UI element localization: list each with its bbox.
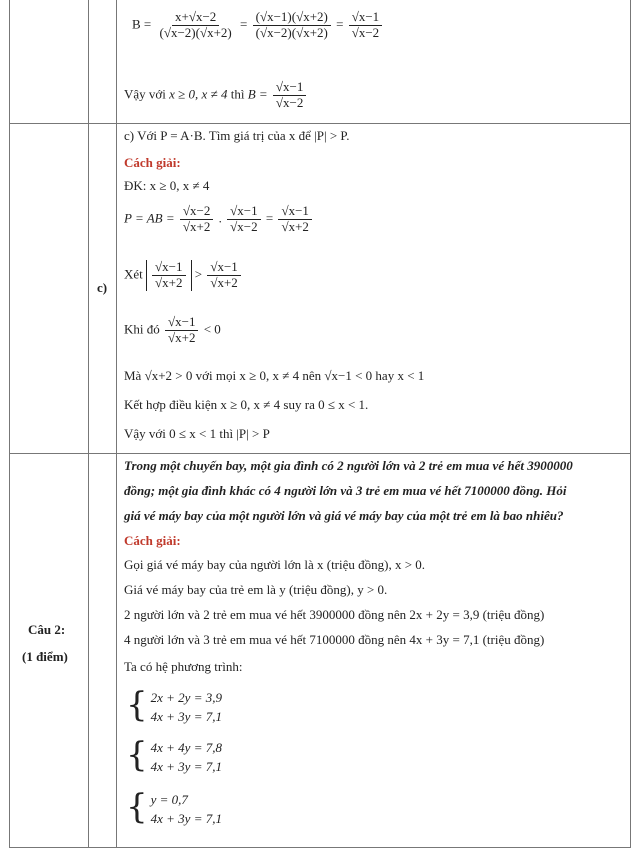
- b-frac-1: [157, 10, 235, 41]
- c-khi-do-word: Khi đó: [124, 321, 160, 337]
- b-conclusion-prefix: Vậy với: [124, 86, 166, 102]
- b-frac-2: [253, 10, 331, 41]
- b-conclusion-den: √x−2: [275, 94, 304, 110]
- system-3: [126, 787, 222, 828]
- c-abs-frac: [152, 260, 185, 291]
- system-2: [126, 735, 222, 776]
- c-condition: ĐK: x ≥ 0, x ≠ 4: [124, 178, 210, 193]
- b-frac-3-num: √x−1: [349, 10, 382, 26]
- b-conclusion-mid: thì: [230, 86, 245, 102]
- c-p-d3: √x+2: [281, 218, 309, 234]
- c-khi-do-frac: [165, 315, 198, 346]
- system-2-rows: [151, 738, 222, 776]
- c-p-frac-3: [278, 204, 311, 235]
- c-p-d2: √x−2: [230, 218, 258, 234]
- c-p-frac-1: [180, 204, 213, 235]
- system-2-row-2: 4x + 3y = 7,1: [150, 759, 222, 774]
- c-khi-do: [124, 315, 221, 346]
- b-eq-sign-2: =: [336, 16, 344, 32]
- c-method-heading: Cách giải:: [124, 155, 181, 170]
- c-ma-line: Mà √x+2 > 0 với mọi x ≥ 0, x ≠ 4 nên √x−1 < 0 hay x < 1: [124, 368, 425, 383]
- c-vay: Vậy với 0 ≤ x < 1 thì |P| > P: [124, 426, 270, 441]
- cau2-step-5: Ta có hệ phương trình:: [124, 659, 243, 674]
- c-p-frac-2: [227, 204, 260, 235]
- cau2-points: (1 điểm): [22, 649, 68, 664]
- system-1-rows: [151, 688, 222, 726]
- c-p-equation: [124, 204, 314, 235]
- c-p-n1: √x−2: [180, 204, 213, 220]
- cau2-step-1: Gọi giá vé máy bay của người lớn là x (triệu đồng), x > 0.: [124, 557, 426, 572]
- cell-empty-cau2: [89, 454, 117, 848]
- b-conclusion-cond: x ≥ 0, x ≠ 4: [169, 86, 228, 102]
- c-ket-hop: Kết hợp điều kiện x ≥ 0, x ≠ 4 suy ra 0 ≤ x < 1.: [124, 397, 369, 412]
- b-conclusion-num: √x−1: [273, 80, 306, 96]
- cau2-step-3: 2 người lớn và 2 trẻ em mua vé hết 3900000 đồng nên 2x + 2y = 3,9 (triệu đồng): [124, 607, 545, 622]
- brace-icon: {: [126, 685, 148, 725]
- c-xet-den: √x+2: [210, 274, 238, 290]
- b-eq-sign-1: =: [240, 16, 248, 32]
- c-khi-do-den: √x+2: [168, 329, 196, 345]
- c-p-n2: √x−1: [227, 204, 260, 220]
- b-eq-lhs: B =: [132, 16, 152, 32]
- cell-empty-b: [10, 0, 89, 124]
- c-p-d1: √x+2: [182, 218, 211, 234]
- c-xet: [124, 260, 243, 291]
- system-1-row-1: 2x + 2y = 3,9: [150, 690, 222, 705]
- b-conclusion-B: B =: [247, 86, 268, 102]
- c-xet-num: √x−1: [207, 260, 240, 276]
- brace-icon: {: [126, 735, 148, 775]
- b-frac-2-den: (√x−2)(√x+2): [255, 24, 328, 40]
- cau2-method-heading: Cách giải:: [124, 533, 181, 548]
- system-2-row-1: 4x + 4y = 7,8: [150, 740, 222, 755]
- b-frac-2-num: (√x−1)(√x+2): [253, 10, 331, 26]
- cau2-problem-line-2: đồng; một gia đình khác có 4 người lớn và 3 trẻ em mua vé hết 7100000 đồng. Hỏi: [124, 483, 567, 498]
- c-khi-do-num: √x−1: [165, 315, 198, 331]
- c-xet-gt: >: [194, 266, 203, 282]
- b-frac-3: [349, 10, 382, 41]
- c-question: c) Với P = A·B. Tìm giá trị của x để |P| > P.: [124, 128, 350, 143]
- system-1-row-2: 4x + 3y = 7,1: [150, 709, 222, 724]
- cell-empty-c: [10, 124, 89, 454]
- c-p-dot: .: [218, 210, 222, 226]
- c-p-lhs: P = AB =: [124, 210, 175, 226]
- system-3-rows: [151, 790, 222, 828]
- system-1: [126, 685, 222, 726]
- c-khi-do-lt0: < 0: [203, 321, 221, 337]
- c-abs-fraction: [146, 260, 191, 291]
- cell-empty-b-label: [89, 0, 117, 124]
- b-frac-1-den: (√x−2)(√x+2): [159, 24, 232, 40]
- c-abs-num: √x−1: [152, 260, 185, 276]
- cau2-problem-line-3: giá vé máy bay của một người lớn và giá vé máy bay của một trẻ em là bao nhiêu?: [124, 508, 564, 523]
- cau2-problem-line-1: Trong một chuyến bay, một gia đình có 2 người lớn và 2 trẻ em mua vé hết 3900000: [124, 458, 573, 473]
- brace-icon: {: [126, 787, 148, 827]
- cau2-label: Câu 2:: [28, 622, 66, 637]
- b-equation: [132, 10, 384, 41]
- c-p-eq-sign: =: [265, 210, 274, 226]
- c-p-n3: √x−1: [278, 204, 311, 220]
- system-3-row-1: y = 0,7: [150, 792, 188, 807]
- b-conclusion-frac: [273, 80, 306, 111]
- part-c-label: c): [97, 280, 108, 295]
- b-frac-1-num: x+√x−2: [172, 10, 219, 26]
- c-abs-den: √x+2: [155, 274, 183, 290]
- b-frac-3-den: √x−2: [351, 24, 380, 40]
- c-xet-frac: [207, 260, 240, 291]
- b-conclusion: [124, 80, 308, 111]
- c-xet-word: Xét: [124, 266, 143, 282]
- cau2-step-4: 4 người lớn và 3 trẻ em mua vé hết 7100000 đồng nên 4x + 3y = 7,1 (triệu đồng): [124, 632, 545, 647]
- cau2-step-2: Giá vé máy bay của trẻ em là y (triệu đồng), y > 0.: [124, 582, 388, 597]
- system-3-row-2: 4x + 3y = 7,1: [150, 811, 222, 826]
